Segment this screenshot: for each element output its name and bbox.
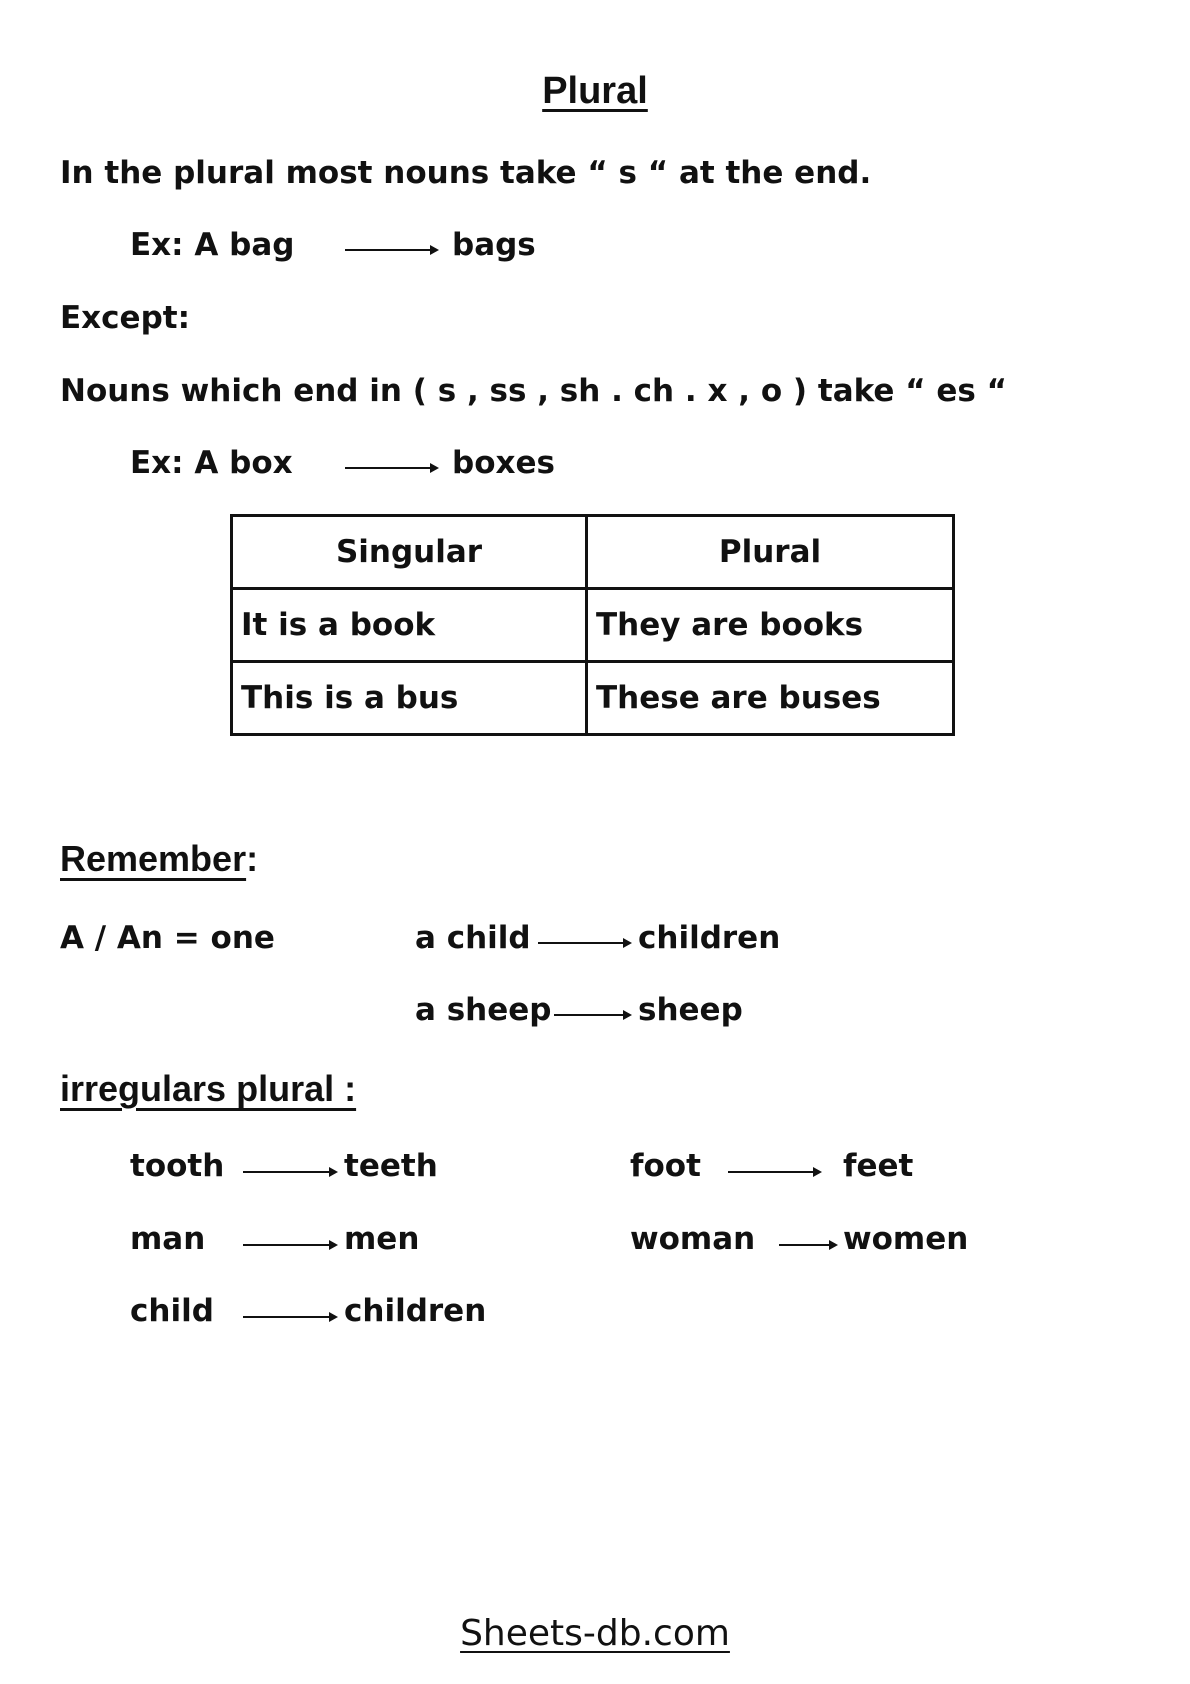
- intro-text: In the plural most nouns take “ s “ at the end.: [60, 155, 872, 191]
- example2-arrow-icon: [345, 467, 437, 469]
- remember-pair-arrow-icon: [538, 942, 630, 944]
- table-cell: These are buses: [587, 662, 954, 735]
- table-header-plural: Plural: [587, 516, 954, 589]
- table-cell: It is a book: [232, 589, 587, 662]
- irregular-pair-from: man: [130, 1221, 206, 1257]
- except-label: Except:: [60, 300, 190, 336]
- irregular-pair-from: tooth: [130, 1148, 225, 1184]
- irregular-pair-to: feet: [843, 1148, 914, 1184]
- irregulars-heading: irregulars plural :: [60, 1068, 357, 1109]
- example2-left: Ex: A box: [130, 445, 293, 481]
- remember-colon: :: [246, 838, 259, 879]
- irregular-pair-arrow-icon: [243, 1171, 336, 1173]
- singular-plural-table: [230, 514, 955, 736]
- remember-label: Remember: [60, 838, 247, 879]
- example1-arrow-icon: [345, 249, 437, 251]
- remember-pair-to: children: [638, 920, 781, 956]
- irregular-pair-arrow-icon: [243, 1244, 336, 1246]
- irregular-pair-to: men: [344, 1221, 420, 1257]
- table-header-singular: Singular: [232, 516, 587, 589]
- remember-pair-arrow-icon: [554, 1014, 630, 1016]
- article-note: A / An = one: [60, 920, 275, 956]
- remember-pair-from: a sheep: [415, 992, 552, 1028]
- table-header-row: [232, 516, 954, 589]
- table-row: [232, 662, 954, 735]
- irregular-pair-arrow-icon: [243, 1316, 336, 1318]
- irregular-pair-from: woman: [630, 1221, 756, 1257]
- table-cell: They are books: [587, 589, 954, 662]
- irregular-pair-from: child: [130, 1293, 214, 1329]
- footer-site-link[interactable]: Sheets-db.com: [460, 1613, 730, 1654]
- irregular-pair-to: women: [843, 1221, 969, 1257]
- example1-left: Ex: A bag: [130, 227, 295, 263]
- remember-heading: [60, 838, 258, 880]
- example2-right: boxes: [452, 445, 555, 481]
- irregular-pair-to: children: [344, 1293, 487, 1329]
- table-row: [232, 589, 954, 662]
- irregular-pair-arrow-icon: [728, 1171, 820, 1173]
- es-rule-text: Nouns which end in ( s , ss , sh . ch . x , o ) take “ es “: [60, 373, 1008, 409]
- irregular-pair-arrow-icon: [779, 1244, 836, 1246]
- page-title: Plural: [542, 70, 648, 112]
- remember-pair-to: sheep: [638, 992, 743, 1028]
- example1-right: bags: [452, 227, 536, 263]
- irregular-pair-from: foot: [630, 1148, 701, 1184]
- table-cell: This is a bus: [232, 662, 587, 735]
- remember-pair-from: a child: [415, 920, 531, 956]
- irregular-pair-to: teeth: [344, 1148, 438, 1184]
